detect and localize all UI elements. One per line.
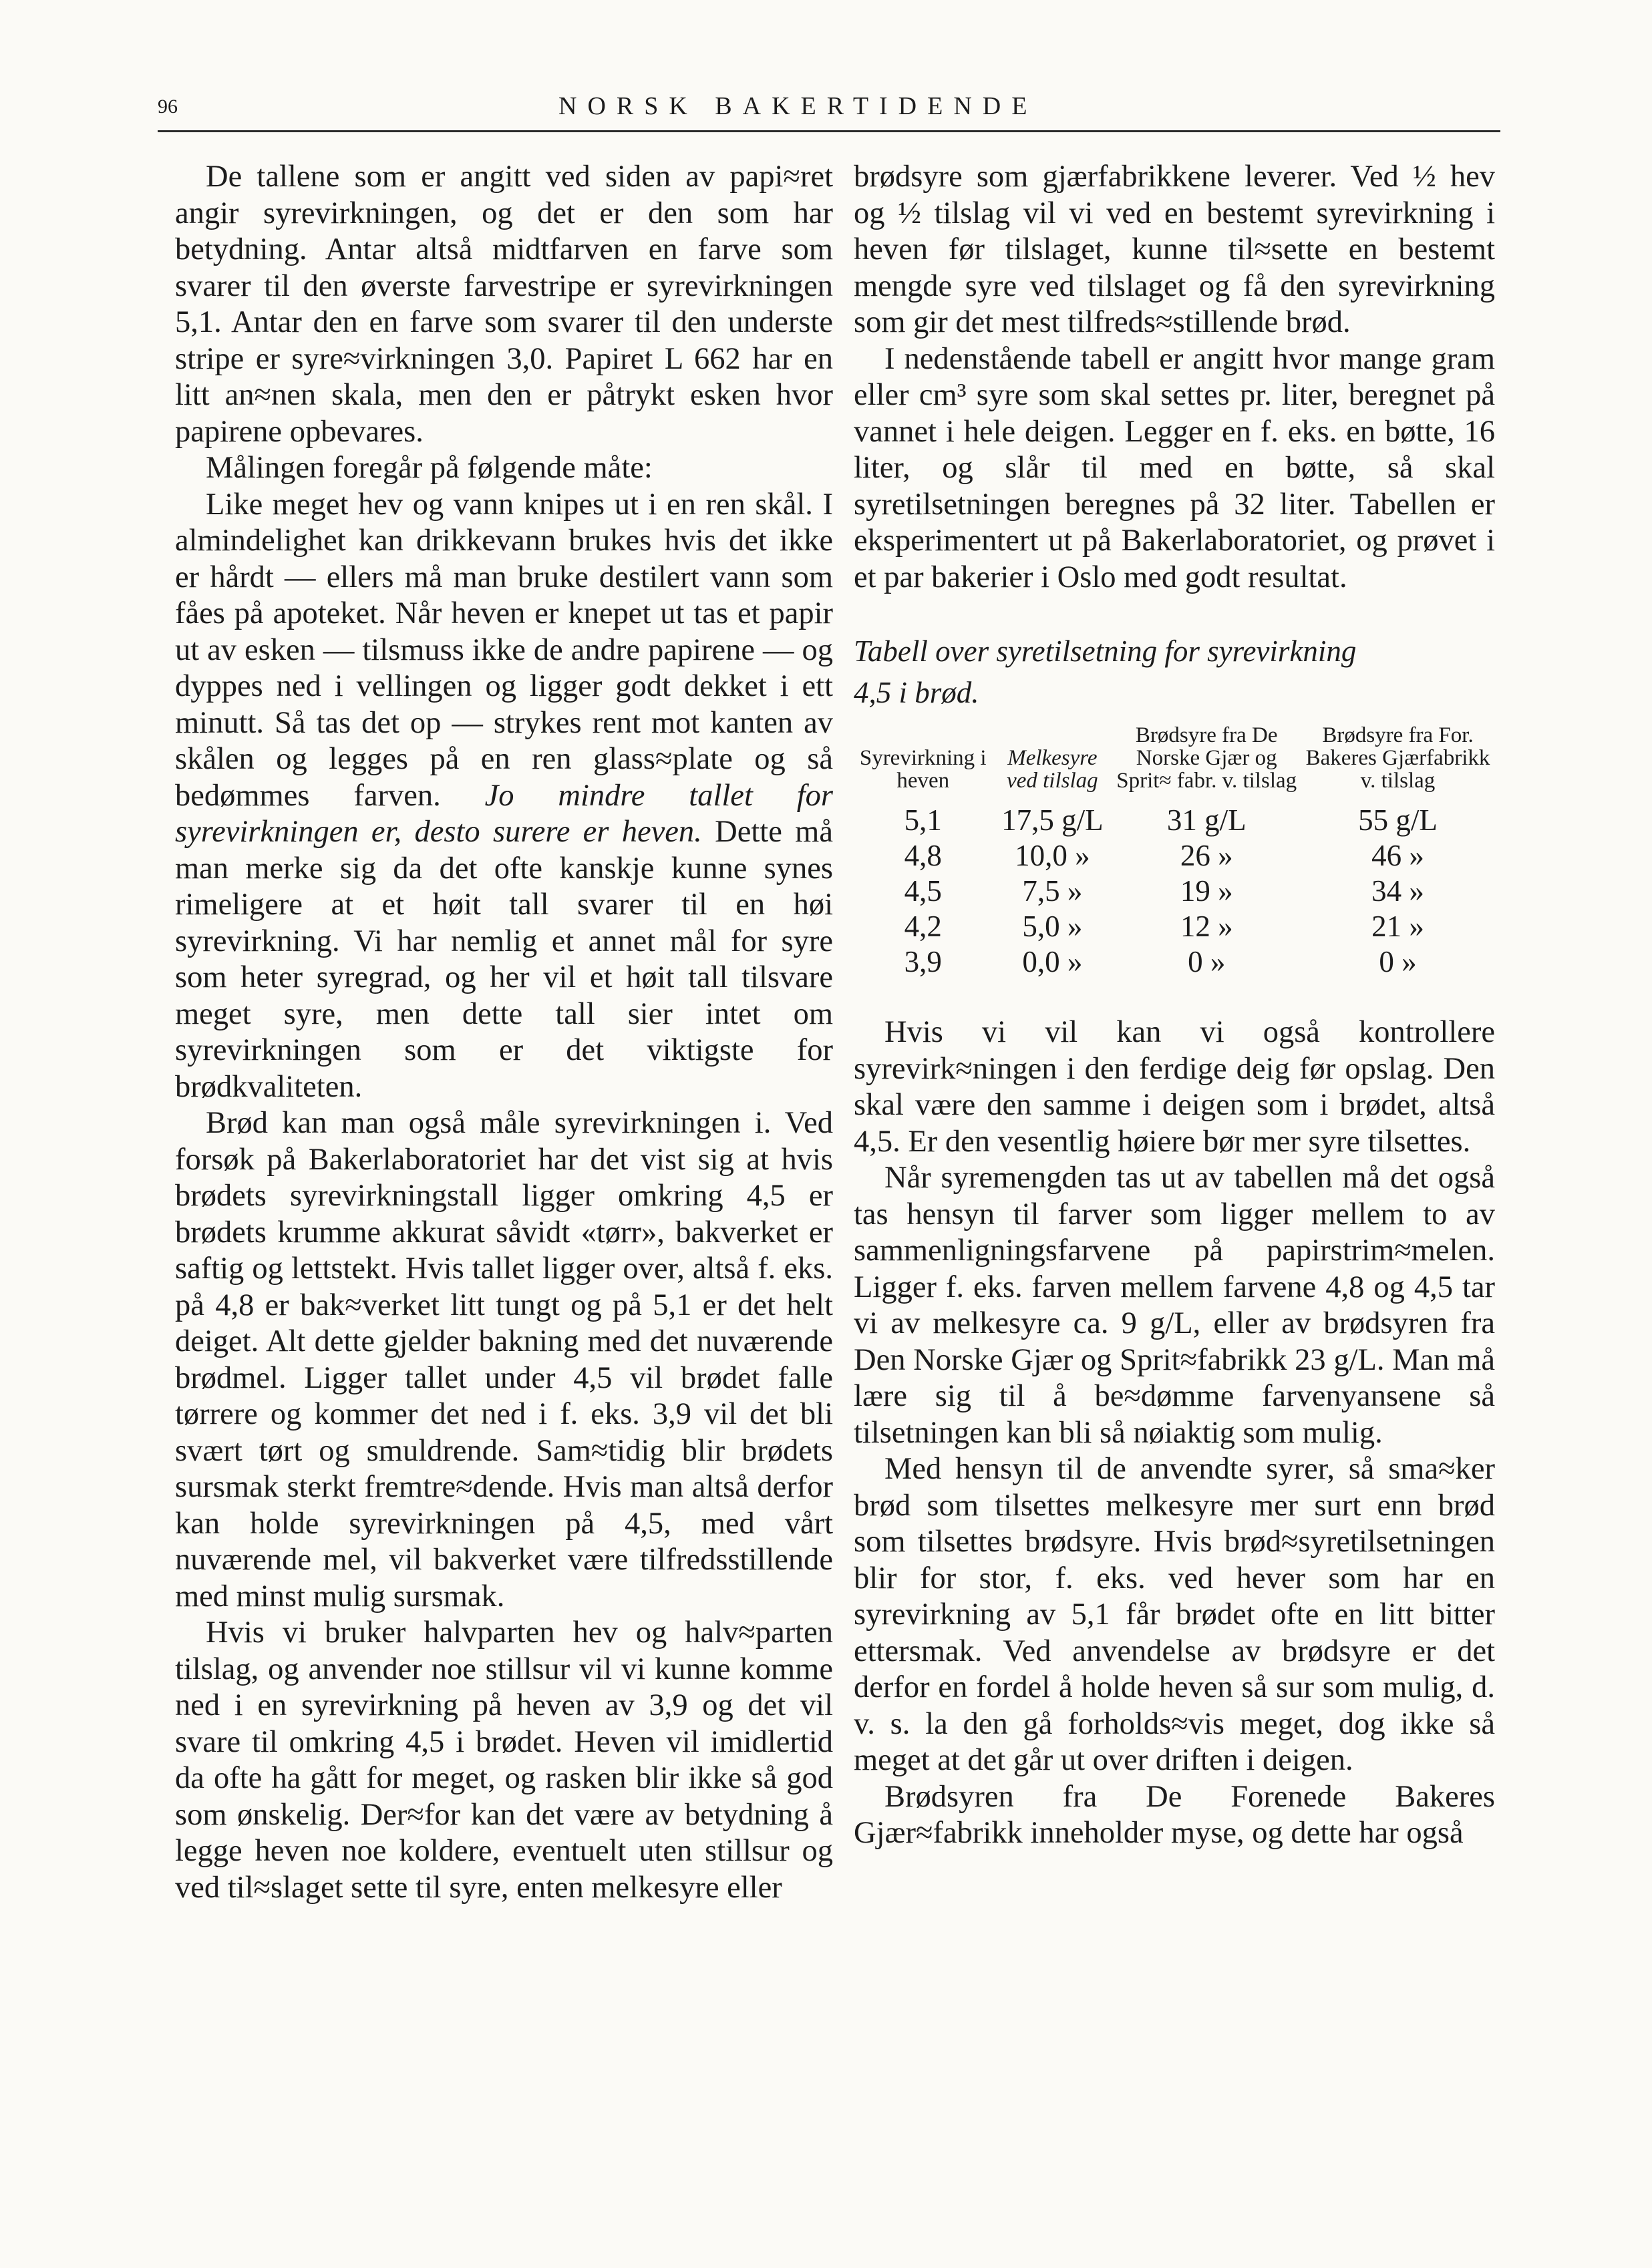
column-header: Brødsyre fra De Norske Gjær og Sprit≈ fabr. v. tilslag [1116,723,1297,793]
emphasis-text: Jo mindre tallet for syrevirkningen er, desto surere er heven. [175,778,834,849]
column-header: Brødsyre fra For. Bakeres Gjærfabrikk v. tilslag [1305,723,1490,793]
paragraph-text: Dette må man merke sig da det ofte kanskje kunne synes rimeligere at et høit tall svarer til en høi syrevirkning. Vi har nemlig et annet mål for syre som heter syregrad, og her vil et høit tall tilsvare meget syre, men dette tall sier intet om syrevirkningen som er det viktigste for brødkvaliteten. [175,815,833,1104]
table-title-line: Tabell over syretilsetning for syrevirkning [854,634,1357,668]
table-cell: 26 » [1180,839,1233,872]
table-row [854,944,1495,980]
acid-table [854,724,1495,980]
paragraph: brødsyre som gjærfabrikkene leverer. Ved ½ hev og ½ tilslag vil vi ved en bestemt syrevirkning i heven før tilslaget, kunne til≈sette en bestemt mengde syre ved tilslaget og få den syrevirkning som gir det mest tilfreds≈stillende brød. [854,160,1495,339]
paragraph-text: Like meget hev og vann knipes ut i en ren skål. I almindelighet kan drikkevann brukes hvis det ikke er hårdt — ellers må man bruke destilert vann som fåes på apoteket. Når heven er knepet ut tas et papir ut av esken — tilsmuss ikke de andre papirene — og dyppes ned i vellingen og ligger godt dekket i ett minutt. Så tas det op — strykes rent mot kanten av skålen og legges på en ren glass≈plate og så bedømmes farven. [175,487,833,813]
paragraph: Brødsyren fra De Forenede Bakeres Gjær≈fabrikk inneholder myse, og dette har også [854,1779,1495,1850]
table-cell: 4,2 [904,910,942,943]
table-cell: 0 » [1188,945,1226,978]
table-title [854,630,1495,713]
column-header: Melkesyre ved tilslag [1007,746,1098,793]
table-row [854,874,1495,909]
table-cell: 12 » [1180,910,1233,943]
table-cell: 19 » [1180,874,1233,908]
table-cell: 0 » [1379,945,1417,978]
paragraph [175,487,833,1106]
paragraph: I nedenstående tabell er angitt hvor mange gram eller cm³ syre som skal settes pr. liter, beregnet på vannet i hele deigen. Legger en f. eks. en bøtte, 16 liter, og slår til med en bøtte, så skal syretilsetningen beregnes på 32 liter. Tabellen er eksperimentert ut på Bakerlaboratoriet, og prøvet i et par bakerier i Oslo med godt resultat. [854,341,1495,594]
page-number: 96 [158,96,178,118]
column-header: Syrevirkning i heven [859,746,987,793]
table-cell: 7,5 » [1022,874,1083,908]
table-cell: 46 » [1371,839,1424,872]
paragraph: Med hensyn til de anvendte syrer, så sma≈ker brød som tilsettes melkesyre mer surt enn brød som tilsettes brødsyre. Hvis brød≈syretilsetningen blir for stor, f. eks. ved hever som har en syrevirkning av 5,1 får brødet ofte en litt bitter ettersmak. Ved anvendelse av brødsyre er det derfor en fordel å holde heven så sur som mulig, d. v. s. la den gå forholds≈vis meget, dog ikke så meget at det går ut over driften i deigen. [854,1452,1495,1777]
page-header [158,90,1500,132]
table-cell: 5,1 [904,803,942,837]
paragraph: Når syremengden tas ut av tabellen må det også tas hensyn til farver som ligger mellem to av sammenligningsfarvene på papirstrim≈melen. Ligger f. eks. farven mellem farvene 4,8 og 4,5 tar vi av melkesyre ca. 9 g/L, eller av brødsyren fra Den Norske Gjær og Sprit≈fabrikk 23 g/L. Man må lære sig til å be≈dømme farvenyansene så tilsetningen kan bli så nøiaktig som mulig. [854,1161,1495,1450]
paragraph: Hvis vi vil kan vi også kontrollere syrevirk≈ningen i den ferdige deig før opslag. Den skal være den samme i deigen som i brødet, altså 4,5. Er den vesentlig høiere bør mer syre tilsettes. [854,1015,1495,1159]
table-row [854,909,1495,944]
paragraph: Målingen foregår på følgende måte: [206,451,653,485]
paragraph: Brød kan man også måle syrevirkningen i. Ved forsøk på Bakerlaboratoriet har det vist sig at hvis brødets syrevirkningstall ligger omkring 4,5 er brødets krumme akkurat såvidt «tørr», bakverket er saftig og lettstekt. Hvis tallet ligger over, altså f. eks. på 4,8 er bak≈verket litt tungt og på 5,1 er det helt deiget. Alt dette gjelder bakning med det nuværende brødmel. Ligger tallet under 4,5 vil brødet falle tørrere og kommer det ned i f. eks. 3,9 vil det bli svært tørt og smuldrende. Sam≈tidig blir brødets sursmak sterkt fremtre≈dende. Hvis man altså derfor kan holde syrevirkningen på 4,5, med vårt nuværende mel, vil bakverket være tilfredsstillende med minst mulig sursmak. [175,1106,833,1614]
table-cell: 0,0 » [1022,945,1083,978]
journal-title: NORSK BAKERTIDENDE [558,92,1038,120]
table-cell: 21 » [1371,910,1424,943]
table-cell: 4,5 [904,874,942,908]
table-title-line: 4,5 i brød. [854,676,979,709]
paragraph: Hvis vi bruker halvparten hev og halv≈parten tilslag, og anvender noe stillsur vil vi kunne komme ned i en syrevirkning på heven av 3,9 og det vil svare til omkring 4,5 i brødet. Heven vil imidlertid da ofte ha gått for meget, og rasken blir ikke så god som ønskelig. Der≈for kan det være av betydning å legge heven noe koldere, eventuelt uten stillsur og ved til≈slaget sette til syre, enten melkesyre eller [175,1616,833,1905]
table-cell: 10,0 » [1015,839,1090,872]
table-cell: 3,9 [904,945,942,978]
table-row [854,803,1495,838]
table-row [854,838,1495,874]
table-cell: 34 » [1371,874,1424,908]
table-cell: 55 g/L [1358,803,1438,837]
table-cell: 5,0 » [1022,910,1083,943]
paragraph: De tallene som er angitt ved siden av papi≈ret angir syrevirkningen, og det er den som har betydning. Antar altså midtfarven en farve som svarer til den øverste farvestripe er syrevirkningen 5,1. Antar den en farve som svarer til den underste stripe er syre≈virkningen 3,0. Papiret L 662 har en litt an≈nen skala, men den er påtrykt esken hvor papirene opbevares. [175,160,833,449]
right-column [854,159,1495,1852]
left-column [175,159,833,1906]
table-cell: 17,5 g/L [1001,803,1104,837]
table-cell: 31 g/L [1166,803,1247,837]
table-header-row [854,724,1495,803]
table-cell: 4,8 [904,839,942,872]
